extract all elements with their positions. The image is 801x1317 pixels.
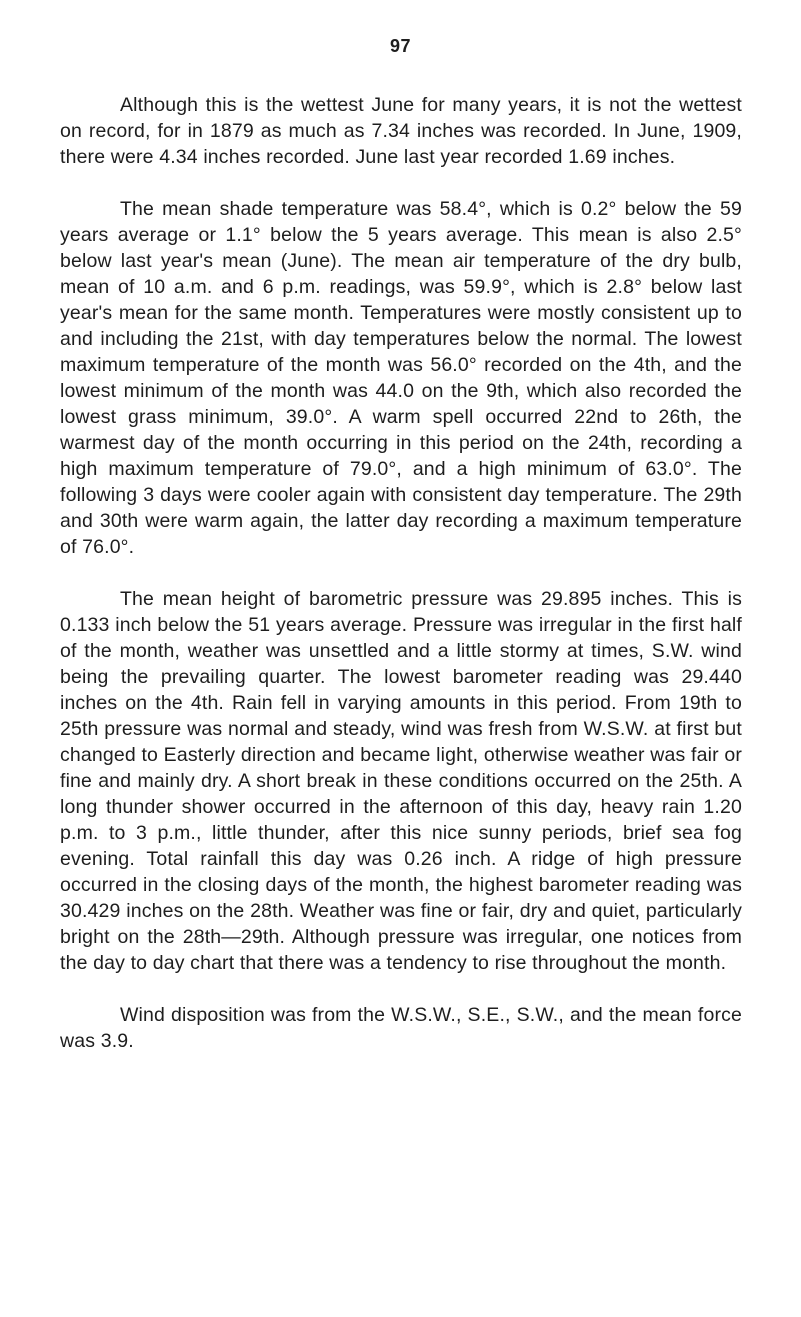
page-body bbox=[60, 92, 742, 1080]
page-number: 97 bbox=[389, 36, 412, 56]
paragraph-rainfall: Although this is the wettest June for many years, it is not the wettest on record, for in 1879 as much as 7.34 inches was recorded. In June, 1909, there were 4.34 inches recorded. June last year recorded 1.69 inches. bbox=[60, 94, 742, 168]
paragraph-barometric-pressure: The mean height of barometric pressure was 29.895 inches. This is 0.133 inch below the 51 years average. Pressure was irregular in the first half of the month, weather was unsettled and a little stormy at times, S.W. wind being the prevailing quarter. The lowest barometer reading was 29.440 inches on the 4th. Rain fell in varying amounts in this period. From 19th to 25th pressure was normal and steady, wind was fresh from W.S.W. at first but changed to Easterly direction and became light, otherwise weather was fair or fine and mainly dry. A short break in these conditions occurred on the 25th. A long thunder shower occurred in the afternoon of this day, heavy rain 1.20 p.m. to 3 p.m., little thunder, after this nice sunny periods, brief sea fog evening. Total rainfall this day was 0.26 inch. A ridge of high pressure occurred in the closing days of the month, the highest barometer reading was 30.429 inches on the 28th. Weather was fine or fair, dry and quiet, particularly bright on the 28th—29th. Although pressure was irregular, one notices from the day to day chart that there was a tendency to rise throughout the month. bbox=[60, 588, 742, 974]
paragraph-temperature: The mean shade temperature was 58.4°, which is 0.2° below the 59 years average or 1.1° below the 5 years average. This mean is also 2.5° below last year's mean (June). The mean air temperature of the dry bulb, mean of 10 a.m. and 6 p.m. readings, was 59.9°, which is 2.8° below last year's mean for the same month. Temperatures were mostly consistent up to and including the 21st, with day temperatures below the normal. The lowest maximum temperature of the month was 56.0° recorded on the 4th, and the lowest minimum of the month was 44.0 on the 9th, which also recorded the lowest grass minimum, 39.0°. A warm spell occurred 22nd to 26th, the warmest day of the month occurring in this period on the 24th, recording a high maximum temperature of 79.0°, and a high minimum of 63.0°. The following 3 days were cooler again with consistent day temperature. The 29th and 30th were warm again, the latter day recording a maximum temperature of 76.0°. bbox=[60, 198, 742, 558]
paragraph-wind: Wind disposition was from the W.S.W., S.E., S.W., and the mean force was 3.9. bbox=[60, 1004, 742, 1052]
